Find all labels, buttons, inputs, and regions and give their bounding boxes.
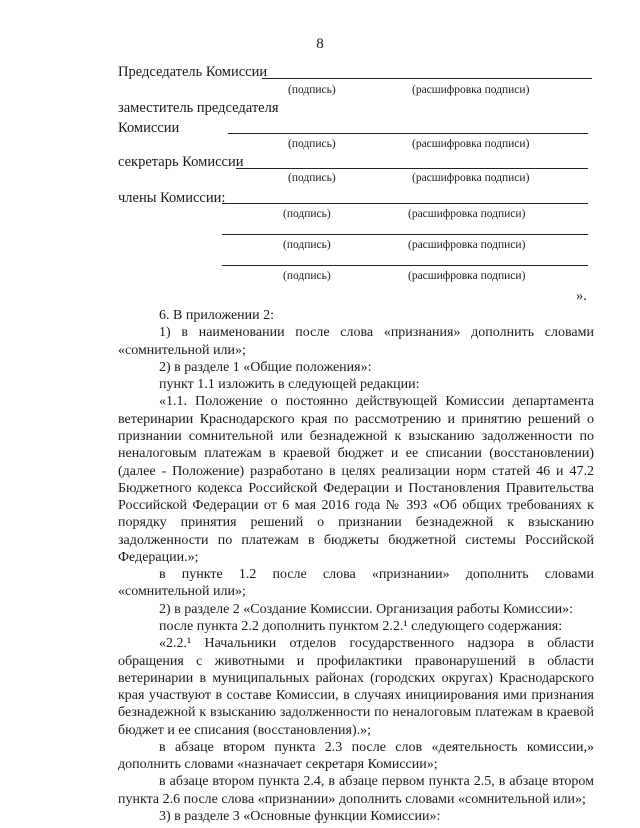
- decoding-caption: (расшифровка подписи): [412, 84, 530, 96]
- paragraph-line: Федерации.»;: [118, 549, 199, 565]
- signature-caption: (подпись): [283, 270, 331, 282]
- paragraph-line: безнадежной к взысканию задолженности по неналоговым платежам в краевой: [118, 705, 594, 721]
- paragraph-line: Российской Федерации от 6 мая 2016 года № 393 «Об общих требованиях к: [118, 498, 594, 513]
- paragraph-line: пункт 1.1 изложить в следующей редакции:: [159, 377, 420, 393]
- paragraph-line: (далее - Положение) разработано в целях реализации норм статей 46 и 47.2: [118, 463, 594, 479]
- paragraph-line: признании сомнительной или безнадежной к взысканию задолженности по: [118, 428, 594, 444]
- chairman-signature-line: [262, 78, 592, 79]
- member-signature-line: [222, 203, 588, 204]
- paragraph-line: после пункта 2.2 дополнить пунктом 2.2.¹ следующего содержания:: [159, 619, 563, 634]
- deputy-label-line1: заместитель председателя: [118, 100, 279, 116]
- paragraph-line: дополнить словами «назначает секретаря Комиссии»;: [118, 757, 438, 773]
- paragraph-line: в абзаце втором пункта 2.3 после слов «деятельность комиссии,»: [159, 739, 594, 755]
- paragraph-line: «сомнительной или»;: [118, 584, 246, 600]
- paragraph-line: в абзаце втором пункта 2.4, в абзаце первом пункта 2.5, в абзаце втором: [159, 774, 594, 790]
- decoding-caption: (расшифровка подписи): [408, 270, 526, 282]
- signature-caption: (подпись): [283, 208, 331, 220]
- paragraph-line: порядку принятия решений о признании безнадежной к взысканию: [118, 515, 594, 531]
- paragraph-line: пункта 2.6 после слова «признании» дополнить словами «сомнительной или»;: [118, 791, 586, 807]
- paragraph-line: задолженности по платежам в бюджеты бюджетной системы Российской: [118, 532, 594, 548]
- paragraph-line: ветеринарии Краснодарского края по рассмотрению и принятию решений о: [118, 411, 594, 427]
- paragraph-line: ветеринарии в муниципальных районах (городских округах) Краснодарского: [118, 670, 594, 686]
- paragraph-line: «2.2.¹ Начальники отделов государственного надзора в области: [159, 636, 594, 652]
- secretary-signature-line: [236, 168, 588, 169]
- member-signature-line: [222, 265, 588, 266]
- closing-quote: ».: [576, 288, 587, 304]
- signature-caption: (подпись): [288, 172, 336, 184]
- chairman-label: Председатель Комиссии: [118, 64, 268, 80]
- page-number: 8: [316, 36, 324, 52]
- paragraph-line: «сомнительной или»;: [118, 342, 246, 358]
- paragraph-line: 2) в разделе 1 «Общие положения»:: [159, 359, 372, 375]
- decoding-caption: (расшифровка подписи): [412, 138, 530, 150]
- decoding-caption: (расшифровка подписи): [408, 239, 526, 251]
- paragraph-line: обращения с животными и профилактики правонарушений в области: [118, 653, 594, 669]
- deputy-label-line2: Комиссии: [118, 120, 180, 136]
- paragraph-line: 6. В приложении 2:: [159, 308, 275, 323]
- decoding-caption: (расшифровка подписи): [412, 172, 530, 184]
- paragraph-line: в пункте 1.2 после слова «признании» дополнить словами: [159, 567, 594, 583]
- decoding-caption: (расшифровка подписи): [408, 208, 526, 220]
- paragraph-line: Бюджетного кодекса Российской Федерации и Постановления Правительства: [118, 480, 594, 496]
- signature-caption: (подпись): [288, 84, 336, 96]
- deputy-signature-line: [228, 133, 588, 134]
- signature-caption: (подпись): [283, 239, 331, 251]
- signature-caption: (подпись): [288, 138, 336, 150]
- paragraph-line: 2) в разделе 2 «Создание Комиссии. Организация работы Комиссии»:: [159, 601, 574, 617]
- paragraph-line: «1.1. Положение о постоянно действующей Комиссии департамента: [159, 394, 594, 410]
- paragraph-line: 3) в разделе 3 «Основные функции Комиссии»:: [159, 809, 441, 824]
- paragraph-line: неналоговым платежам в краевой бюджет и ее списании (восстановлении): [118, 446, 594, 462]
- paragraph-line: 1) в наименовании после слова «признания» дополнить словами: [159, 325, 594, 341]
- paragraph-line: бюджет и ее списания (восстановления).»;: [118, 722, 372, 738]
- member-signature-line: [222, 234, 588, 235]
- members-label: члены Комиссии:: [118, 190, 226, 206]
- paragraph-line: края участвуют в составе Комиссии, в случаях инициирования ими признания: [118, 688, 594, 704]
- secretary-label: секретарь Комиссии: [118, 154, 244, 170]
